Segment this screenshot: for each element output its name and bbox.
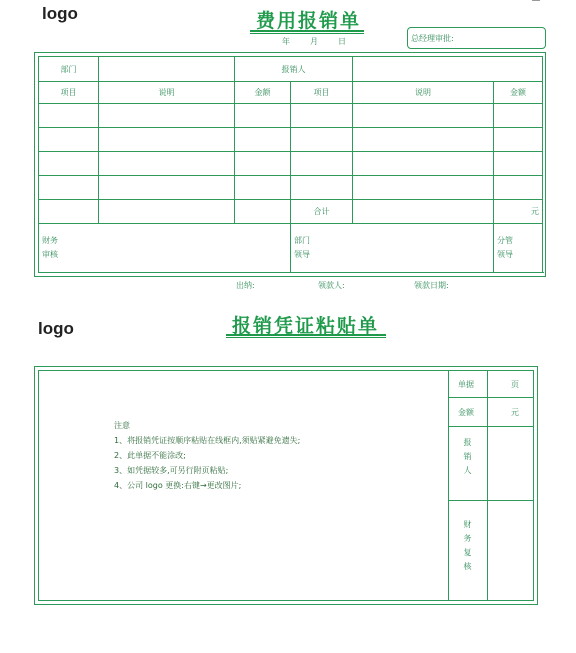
company-logo: logo: [42, 4, 78, 23]
cell[interactable]: [291, 152, 353, 176]
cell[interactable]: [494, 128, 543, 152]
cell[interactable]: [39, 128, 99, 152]
cell[interactable]: [291, 128, 353, 152]
table-row: [39, 128, 543, 152]
page-corner-mark: [532, 0, 540, 3]
cell[interactable]: [353, 176, 494, 200]
cell[interactable]: [353, 152, 494, 176]
cell[interactable]: [99, 152, 235, 176]
cell[interactable]: [99, 104, 235, 128]
total-field[interactable]: [353, 200, 494, 224]
finance-vertical-label: 财务复核: [463, 520, 472, 576]
cell[interactable]: [39, 200, 99, 224]
cell[interactable]: [235, 200, 291, 224]
col-item-header: 项目: [39, 82, 99, 104]
receiver-label: 领款人:: [318, 281, 345, 290]
signature-row: [39, 224, 543, 273]
col-item-header: 项目: [291, 82, 353, 104]
charge-leader-cell[interactable]: [494, 224, 543, 273]
approval-label: 总经理审批:: [411, 34, 454, 43]
divider: [448, 370, 449, 600]
cell[interactable]: [39, 152, 99, 176]
amount-unit: 元: [511, 408, 519, 417]
dept-leader-label-2: 领导: [294, 250, 310, 259]
expense-form-title: 费用报销单: [256, 10, 362, 32]
receive-date-label: 领款日期:: [414, 281, 449, 290]
table-row: [39, 152, 543, 176]
cell[interactable]: [235, 128, 291, 152]
note-item: 1、将报销凭证按顺序粘贴在线框内,须贴紧避免遗失;: [114, 436, 301, 445]
voucher-form-title: 报销凭证粘贴单: [232, 315, 380, 337]
date-month-label: 月: [310, 37, 318, 46]
table-row: [39, 104, 543, 128]
cell[interactable]: [291, 176, 353, 200]
finance-review-label-1: 财务: [42, 236, 58, 245]
cell[interactable]: [39, 104, 99, 128]
dept-leader-cell[interactable]: [291, 224, 494, 273]
cell[interactable]: [39, 176, 99, 200]
reimburser-vertical-label: 报销人: [463, 438, 472, 480]
col-amount-header: 金额: [235, 82, 291, 104]
total-label: 合计: [291, 200, 353, 224]
cell[interactable]: [494, 176, 543, 200]
voucher-paste-area[interactable]: [50, 390, 430, 590]
cell[interactable]: [99, 128, 235, 152]
cell[interactable]: [494, 104, 543, 128]
divider: [448, 397, 533, 398]
note-item: 3、如凭据较多,可另行附页粘贴;: [114, 466, 229, 475]
note-item: 4、公司 logo 更换:右键→更改图片;: [114, 481, 242, 490]
title-underline-thin: [226, 337, 386, 338]
cell[interactable]: [99, 176, 235, 200]
pages-unit: 页: [511, 380, 519, 389]
approval-box[interactable]: [407, 27, 546, 49]
company-logo: logo: [38, 319, 74, 338]
col-desc-header: 说明: [353, 82, 494, 104]
cell[interactable]: [99, 200, 235, 224]
date-year-label: 年: [282, 37, 290, 46]
dept-leader-label-1: 部门: [294, 236, 310, 245]
divider: [448, 426, 533, 427]
amount-label: 金额: [458, 408, 474, 417]
col-amount-header: 金额: [494, 82, 543, 104]
cell[interactable]: [291, 104, 353, 128]
cell[interactable]: [235, 176, 291, 200]
total-row: [39, 200, 543, 224]
col-desc-header: 说明: [99, 82, 235, 104]
total-unit: 元: [494, 200, 543, 224]
date-day-label: 日: [338, 37, 346, 46]
reimburser-field[interactable]: [353, 57, 543, 82]
cell[interactable]: [353, 128, 494, 152]
charge-leader-label-1: 分管: [497, 236, 513, 245]
divider: [448, 500, 533, 501]
charge-leader-label-2: 领导: [497, 250, 513, 259]
expense-table: [38, 56, 543, 273]
title-underline: [250, 30, 364, 32]
table-row: [39, 176, 543, 200]
title-underline-thin: [250, 33, 364, 34]
cell[interactable]: [235, 152, 291, 176]
table-header-row: [39, 82, 543, 104]
divider: [487, 370, 488, 600]
title-underline: [226, 334, 386, 336]
cell[interactable]: [235, 104, 291, 128]
pages-label: 单据: [458, 380, 474, 389]
dept-label: 部门: [39, 57, 99, 82]
notes-title: 注意: [114, 421, 130, 430]
finance-review-label-2: 审核: [42, 250, 58, 259]
finance-review-cell[interactable]: [39, 224, 291, 273]
reimburser-label: 报销人: [235, 57, 353, 82]
cashier-label: 出纳:: [236, 281, 255, 290]
table-row: [39, 57, 543, 82]
cell[interactable]: [353, 104, 494, 128]
note-item: 2、此单据不能涂改;: [114, 451, 186, 460]
dept-field[interactable]: [99, 57, 235, 82]
cell[interactable]: [494, 152, 543, 176]
